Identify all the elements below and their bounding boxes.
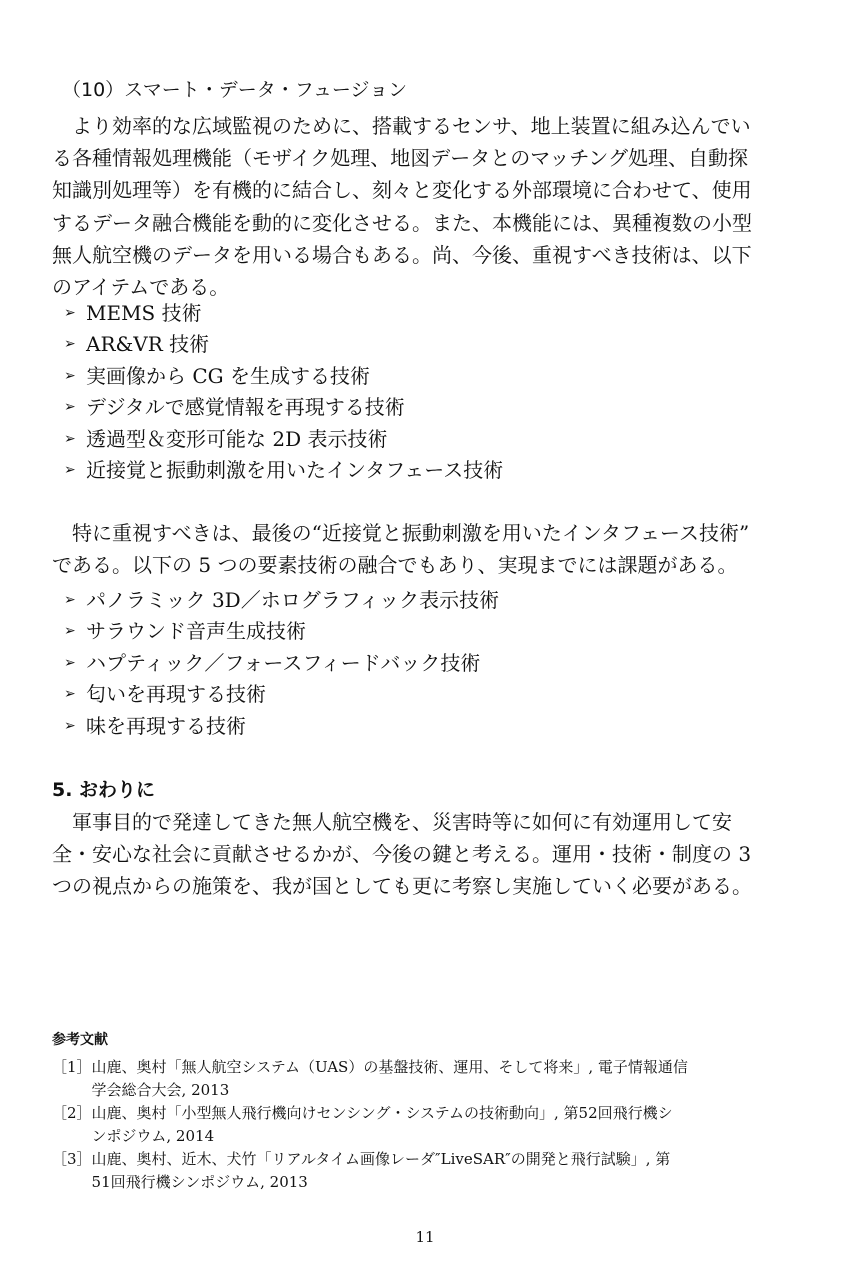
bullet-arrow-icon: ➢	[64, 654, 76, 671]
reference-line: 51回飛行機シンポジウム, 2013	[91, 1172, 308, 1191]
paragraph-line: 知識別処理等）を有機的に結合し、刻々と変化する外部環境に合わせて、使用	[52, 178, 752, 203]
list-item-text: MEMS 技術	[86, 301, 202, 325]
list-item	[64, 616, 499, 647]
bullet-arrow-icon: ➢	[64, 336, 76, 353]
bullet-arrow-icon: ➢	[64, 717, 76, 734]
reference-line: ンポジウム, 2014	[91, 1126, 215, 1145]
list-item-text: 匂いを再現する技術	[86, 682, 266, 707]
list-item	[64, 679, 499, 710]
paragraph-line: するデータ融合機能を動的に変化させる。また、本機能には、異種複数の小型	[52, 210, 752, 235]
conclusion-paragraph	[52, 806, 804, 903]
list-item-text: 近接覚と振動刺激を用いたインタフェース技術	[86, 458, 504, 483]
reference-number: ［2］	[52, 1104, 92, 1123]
bullet-arrow-icon: ➢	[64, 686, 76, 703]
paragraph-line: 軍事目的で発達してきた無人航空機を、災害時等に如何に有効運用して安	[72, 810, 732, 834]
element-technology-list	[64, 585, 499, 742]
paragraph-line: より効率的な広域監視のために、搭載するセンサ、地上装置に組み込んでい	[72, 114, 751, 138]
paragraph-line: 無人航空機のデータを用いる場合もある。尚、今後、重視すべき技術は、以下	[52, 242, 752, 267]
reference-line: 山鹿、奥村「無人航空システム（UAS）の基盤技術、運用、そして将来」, 電子情報通信	[91, 1058, 688, 1076]
technology-list	[64, 298, 503, 486]
list-item	[64, 392, 503, 423]
bullet-arrow-icon: ➢	[64, 367, 76, 384]
list-item-text: AR&VR 技術	[86, 332, 210, 357]
list-item-text: 透過型＆変形可能な 2D 表示技術	[86, 426, 388, 451]
section-title: 5. おわりに	[52, 779, 156, 801]
list-item	[64, 455, 503, 486]
list-item	[64, 648, 499, 679]
paragraph-line: 全・安心な社会に貢献させるかが、今後の鍵と考える。運用・技術・制度の 3	[52, 842, 752, 867]
paragraph-line: のアイテムである。	[52, 275, 230, 300]
reference-number: ［1］	[52, 1058, 92, 1076]
bullet-arrow-icon: ➢	[64, 462, 76, 479]
paragraph-line: る各種情報処理機能（モザイク処理、地図データとのマッチング処理、自動探	[52, 146, 748, 171]
list-item	[64, 711, 499, 742]
reference-text	[92, 1056, 688, 1101]
list-item-text: パノラミック 3D／ホログラフィック表示技術	[86, 588, 500, 612]
bullet-arrow-icon: ➢	[64, 305, 76, 321]
bullet-arrow-icon: ➢	[64, 592, 76, 608]
reference-number: ［3］	[52, 1150, 92, 1169]
paragraph-line: 特に重視すべきは、最後の“近接覚と振動刺激を用いたインタフェース技術”	[72, 521, 750, 545]
list-item	[64, 361, 503, 392]
list-item-text: デジタルで感覚情報を再現する技術	[86, 395, 405, 420]
list-item-text: 実画像から CG を生成する技術	[86, 363, 370, 388]
list-item	[64, 329, 503, 360]
emphasis-paragraph	[52, 517, 804, 581]
reference-item	[52, 1056, 812, 1101]
reference-line: 学会総合大会, 2013	[91, 1080, 230, 1099]
paragraph-line: つの視点からの施策を、我が国としても更に考察し実施していく必要がある。	[52, 874, 752, 899]
references-title: 参考文献	[52, 1032, 108, 1048]
reference-text	[92, 1148, 671, 1193]
reference-text	[92, 1102, 673, 1147]
bullet-arrow-icon: ➢	[64, 623, 76, 640]
list-item-text: 味を再現する技術	[86, 713, 246, 738]
list-item	[64, 424, 503, 455]
subsection-title: （10）スマート・データ・フュージョン	[62, 79, 408, 101]
intro-paragraph	[52, 110, 804, 303]
bullet-arrow-icon: ➢	[64, 430, 76, 447]
bullet-arrow-icon: ➢	[64, 399, 76, 416]
reference-list	[52, 1056, 812, 1195]
list-item	[64, 298, 503, 329]
list-item-text: ハプティック／フォースフィードバック技術	[86, 650, 481, 675]
list-item	[64, 585, 499, 616]
reference-item	[52, 1148, 812, 1193]
page-number: 11	[415, 1228, 435, 1246]
list-item-text: サラウンド音声生成技術	[86, 619, 306, 644]
paragraph-line: である。以下の 5 つの要素技術の融合でもあり、実現までには課題がある。	[52, 553, 738, 578]
reference-item	[52, 1102, 812, 1147]
reference-line: 山鹿、奥村「小型無人飛行機向けセンシング・システムの技術動向」, 第52回飛行機シ	[91, 1104, 673, 1123]
reference-line: 山鹿、奥村、近木、犬竹「リアルタイム画像レーダ″LiveSAR″の開発と飛行試験」, 第	[91, 1150, 671, 1169]
